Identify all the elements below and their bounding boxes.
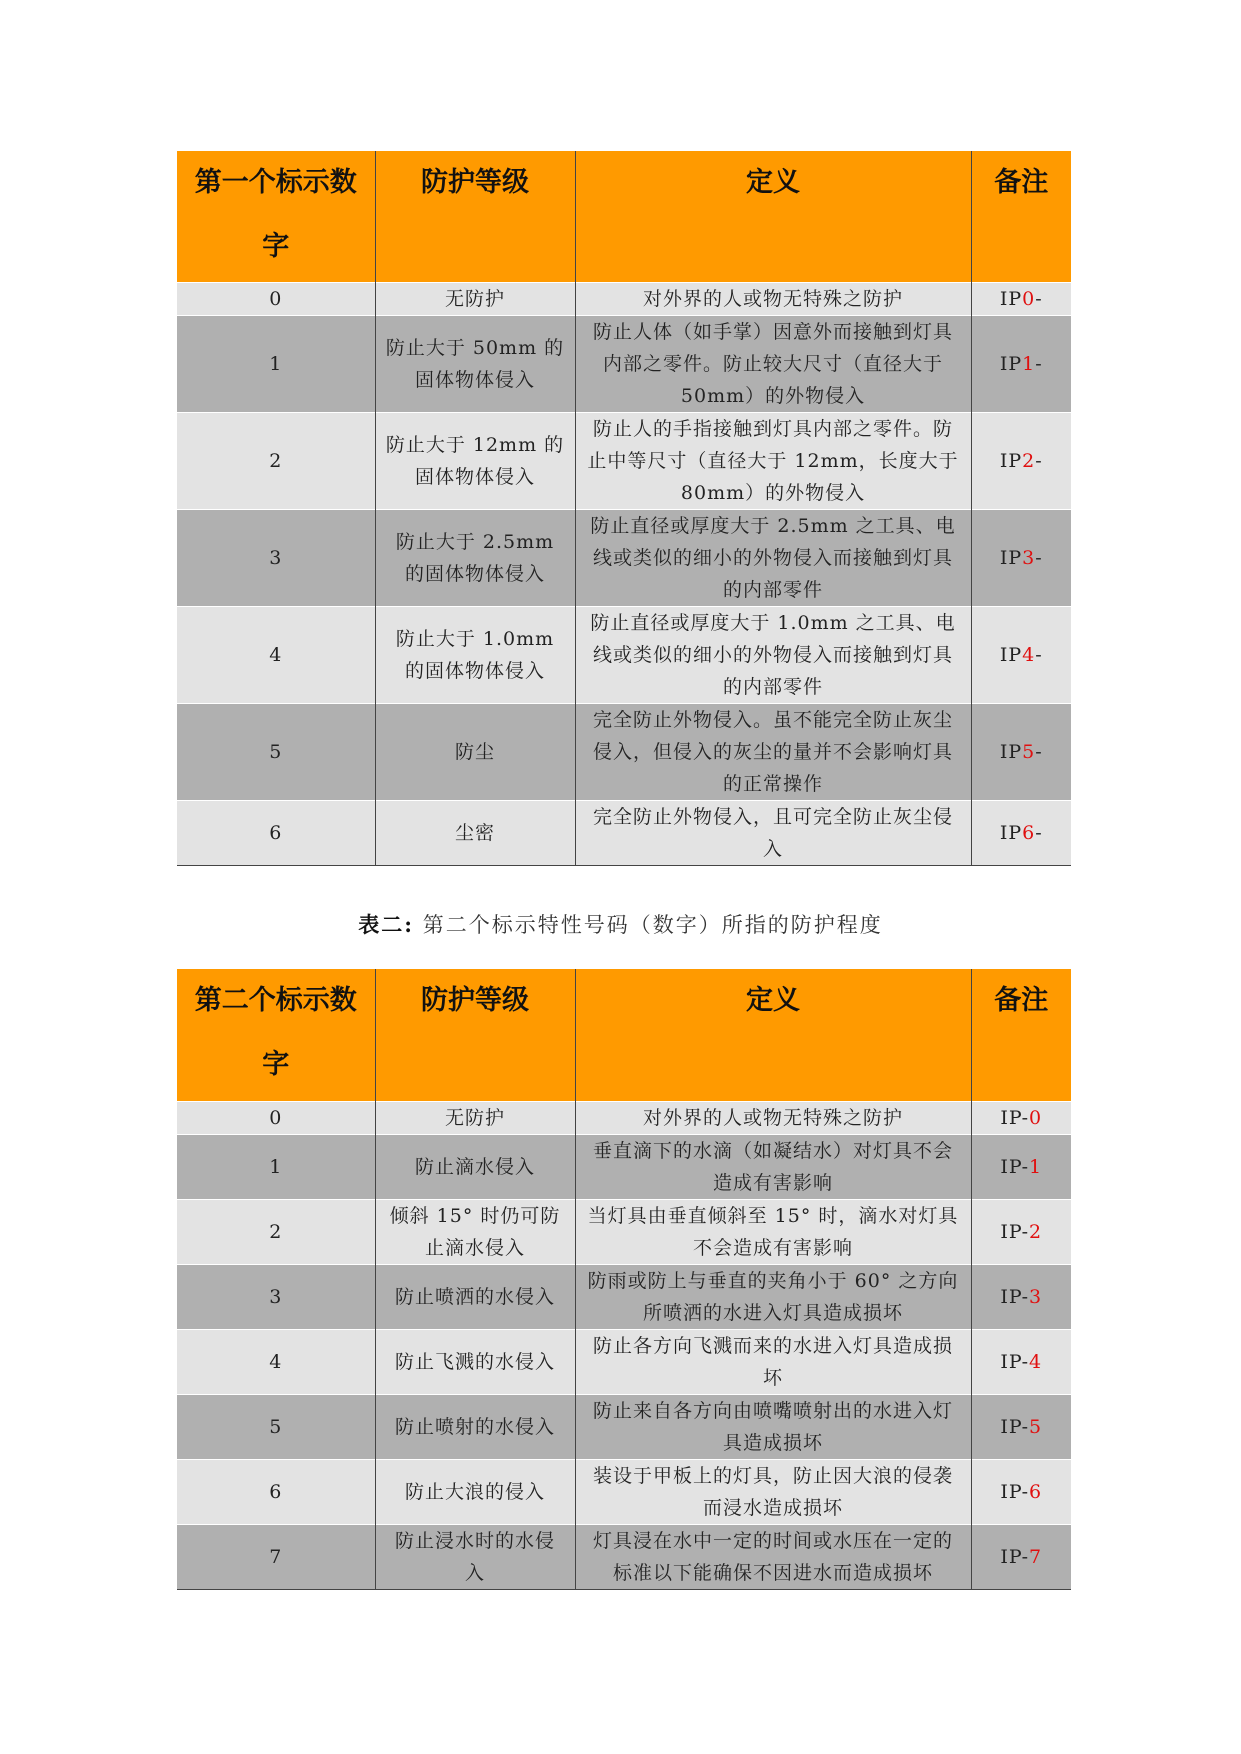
- table-row: [177, 1394, 1071, 1459]
- ip-suffix: -: [1035, 352, 1043, 375]
- table-row: [177, 509, 1071, 606]
- ip-prefix: IP: [999, 821, 1023, 844]
- digit-cell: 0: [177, 282, 375, 315]
- protection-level-cell: 无防护: [375, 282, 575, 315]
- protection-level-cell: 防尘: [375, 703, 575, 800]
- table-row: [177, 800, 1071, 865]
- digit-cell: 1: [177, 315, 375, 412]
- ip-code-cell: [971, 1459, 1071, 1524]
- header-definition: 定义: [575, 969, 971, 1101]
- ip-prefix: IP: [999, 546, 1023, 569]
- ip-code-cell: [971, 1199, 1071, 1264]
- table-row: [177, 1459, 1071, 1524]
- ip-number: 4: [1029, 1350, 1043, 1373]
- digit-cell: 6: [177, 1459, 375, 1524]
- protection-level-cell: 防止大于 1.0mm 的固体物体侵入: [375, 606, 575, 703]
- digit-cell: 4: [177, 1329, 375, 1394]
- ip-suffix: -: [1035, 449, 1043, 472]
- definition-cell: 防雨或防上与垂直的夹角小于 60° 之方向所喷洒的水进入灯具造成损坏: [575, 1264, 971, 1329]
- definition-cell: 完全防止外物侵入。虽不能完全防止灰尘侵入，但侵入的灰尘的量并不会影响灯具的正常操作: [575, 703, 971, 800]
- digit-cell: 2: [177, 1199, 375, 1264]
- ip-code-cell: [971, 1101, 1071, 1134]
- digit-cell: 6: [177, 800, 375, 865]
- ip-number: 5: [1022, 740, 1036, 763]
- ip-prefix: IP: [999, 449, 1023, 472]
- digit-cell: 5: [177, 1394, 375, 1459]
- ip-prefix: IP-: [1000, 1220, 1030, 1243]
- ip-suffix: -: [1035, 287, 1043, 310]
- protection-level-cell: 倾斜 15° 时仍可防止滴水侵入: [375, 1199, 575, 1264]
- ip-prefix: IP-: [1000, 1545, 1030, 1568]
- digit-cell: 7: [177, 1524, 375, 1589]
- ip-code-cell: [971, 1264, 1071, 1329]
- table-row: [177, 1329, 1071, 1394]
- ip-code-cell: [971, 1134, 1071, 1199]
- header-definition: 定义: [575, 151, 971, 282]
- definition-cell: 防止各方向飞溅而来的水进入灯具造成损坏: [575, 1329, 971, 1394]
- table-header-row: [177, 151, 1071, 282]
- table-row: [177, 412, 1071, 509]
- ip-code-cell: [971, 1524, 1071, 1589]
- table-row: [177, 703, 1071, 800]
- caption-label: 表二:: [358, 912, 415, 937]
- ip-code-cell: [971, 282, 1071, 315]
- ip-number: 5: [1029, 1415, 1043, 1438]
- protection-level-cell: 尘密: [375, 800, 575, 865]
- ip-number: 1: [1029, 1155, 1043, 1178]
- digit-cell: 0: [177, 1101, 375, 1134]
- header-first-digit: 第一个标示数字: [177, 151, 375, 282]
- header-protection-level: 防护等级: [375, 969, 575, 1101]
- ip-prefix: IP-: [1000, 1155, 1030, 1178]
- digit-cell: 5: [177, 703, 375, 800]
- protection-level-cell: 防止浸水时的水侵入: [375, 1524, 575, 1589]
- ip-number: 2: [1029, 1220, 1043, 1243]
- protection-level-cell: 防止喷射的水侵入: [375, 1394, 575, 1459]
- ip-suffix: -: [1035, 821, 1043, 844]
- ip-prefix: IP: [999, 352, 1023, 375]
- ip-suffix: -: [1035, 740, 1043, 763]
- table-row: [177, 606, 1071, 703]
- ip-number: 3: [1022, 546, 1036, 569]
- protection-level-cell: 防止大于 50mm 的固体物体侵入: [375, 315, 575, 412]
- table2-caption: [0, 909, 1241, 939]
- ip-prefix: IP: [999, 740, 1023, 763]
- ip-code-cell: [971, 800, 1071, 865]
- definition-cell: 对外界的人或物无特殊之防护: [575, 282, 971, 315]
- definition-cell: 当灯具由垂直倾斜至 15° 时，滴水对灯具不会造成有害影响: [575, 1199, 971, 1264]
- definition-cell: 装设于甲板上的灯具，防止因大浪的侵袭而浸水造成损坏: [575, 1459, 971, 1524]
- table-row: [177, 1199, 1071, 1264]
- definition-cell: 完全防止外物侵入，且可完全防止灰尘侵入: [575, 800, 971, 865]
- definition-cell: 防止人的手指接触到灯具内部之零件。防止中等尺寸（直径大于 12mm，长度大于 80mm）的外物侵入: [575, 412, 971, 509]
- ip-code-cell: [971, 606, 1071, 703]
- table-row: [177, 1134, 1071, 1199]
- ip-number: 0: [1022, 287, 1036, 310]
- digit-cell: 3: [177, 509, 375, 606]
- ip-code-cell: [971, 315, 1071, 412]
- ip-prefix: IP-: [1000, 1350, 1030, 1373]
- ip-code-cell: [971, 1329, 1071, 1394]
- table-header-row: [177, 969, 1071, 1101]
- ip-prefix: IP: [999, 287, 1023, 310]
- ip-number: 0: [1029, 1106, 1043, 1129]
- protection-level-cell: 防止滴水侵入: [375, 1134, 575, 1199]
- header-protection-level: 防护等级: [375, 151, 575, 282]
- ip-suffix: -: [1035, 546, 1043, 569]
- protection-level-cell: 无防护: [375, 1101, 575, 1134]
- protection-level-cell: 防止大于 12mm 的固体物体侵入: [375, 412, 575, 509]
- protection-level-cell: 防止飞溅的水侵入: [375, 1329, 575, 1394]
- ip-number: 1: [1022, 352, 1036, 375]
- digit-cell: 3: [177, 1264, 375, 1329]
- ip-number: 6: [1022, 821, 1036, 844]
- definition-cell: 防止直径或厚度大于 2.5mm 之工具、电线或类似的细小的外物侵入而接触到灯具的内部零件: [575, 509, 971, 606]
- ip-number: 7: [1029, 1545, 1043, 1568]
- caption-text: 第二个标示特性号码（数字）所指的防护程度: [422, 913, 883, 937]
- ip-prefix: IP-: [1000, 1480, 1030, 1503]
- protection-level-cell: 防止大于 2.5mm 的固体物体侵入: [375, 509, 575, 606]
- digit-cell: 4: [177, 606, 375, 703]
- digit-cell: 2: [177, 412, 375, 509]
- header-second-digit: 第二个标示数字: [177, 969, 375, 1101]
- table-row: [177, 315, 1071, 412]
- table-row: [177, 1101, 1071, 1134]
- header-remark: 备注: [971, 969, 1071, 1101]
- ip-code-cell: [971, 1394, 1071, 1459]
- header-remark: 备注: [971, 151, 1071, 282]
- table-row: [177, 1524, 1071, 1589]
- ip-prefix: IP-: [1000, 1285, 1030, 1308]
- ip-number: 3: [1029, 1285, 1043, 1308]
- ip-code-cell: [971, 412, 1071, 509]
- protection-level-cell: 防止喷洒的水侵入: [375, 1264, 575, 1329]
- ip-number: 2: [1022, 449, 1036, 472]
- definition-cell: 灯具浸在水中一定的时间或水压在一定的标准以下能确保不因进水而造成损坏: [575, 1524, 971, 1589]
- ip-number: 4: [1022, 643, 1036, 666]
- ip-prefix: IP: [999, 643, 1023, 666]
- table-row: [177, 1264, 1071, 1329]
- protection-level-cell: 防止大浪的侵入: [375, 1459, 575, 1524]
- ip-code-cell: [971, 703, 1071, 800]
- second-digit-protection-table: [177, 969, 1071, 1590]
- ip-suffix: -: [1035, 643, 1043, 666]
- definition-cell: 垂直滴下的水滴（如凝结水）对灯具不会造成有害影响: [575, 1134, 971, 1199]
- ip-number: 6: [1029, 1480, 1043, 1503]
- definition-cell: 防止来自各方向由喷嘴喷射出的水进入灯具造成损坏: [575, 1394, 971, 1459]
- first-digit-protection-table: [177, 151, 1071, 866]
- definition-cell: 防止人体（如手掌）因意外而接触到灯具内部之零件。防止较大尺寸（直径大于50mm）的外物侵入: [575, 315, 971, 412]
- definition-cell: 防止直径或厚度大于 1.0mm 之工具、电线或类似的细小的外物侵入而接触到灯具的内部零件: [575, 606, 971, 703]
- ip-prefix: IP-: [1000, 1415, 1030, 1438]
- ip-prefix: IP-: [1000, 1106, 1030, 1129]
- definition-cell: 对外界的人或物无特殊之防护: [575, 1101, 971, 1134]
- table-row: [177, 282, 1071, 315]
- digit-cell: 1: [177, 1134, 375, 1199]
- ip-code-cell: [971, 509, 1071, 606]
